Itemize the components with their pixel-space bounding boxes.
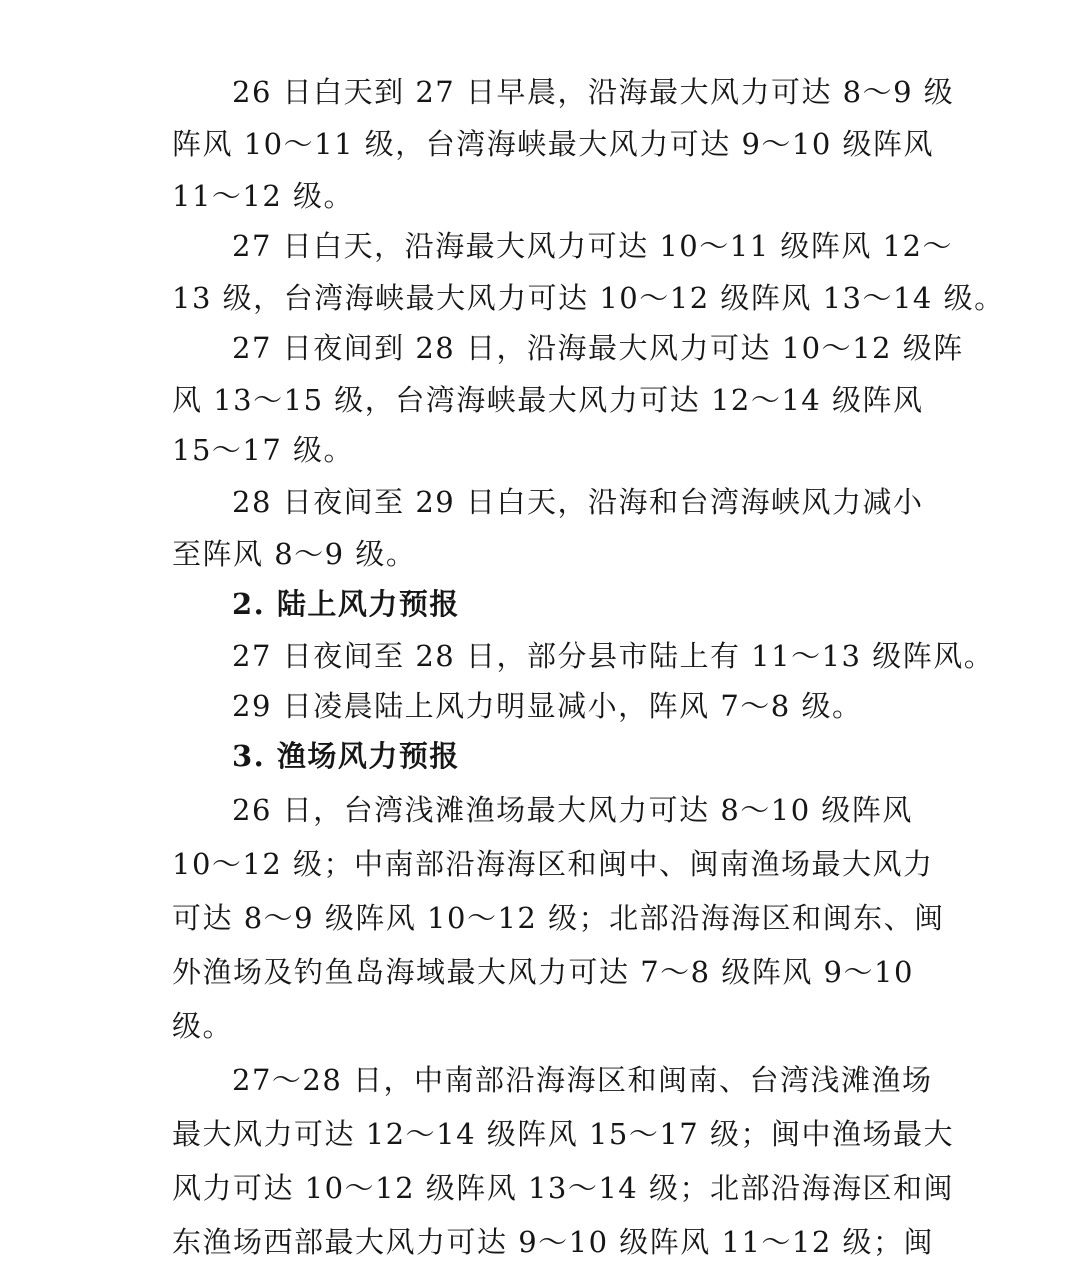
text-line: 11～12 级。 bbox=[172, 179, 355, 213]
section-heading-land-wind: 2. 陆上风力预报 bbox=[232, 587, 460, 621]
text-line: 风力可达 10～12 级阵风 13～14 级；北部沿海海区和闽 bbox=[172, 1171, 954, 1205]
text-line: 级。 bbox=[172, 1009, 234, 1043]
paragraph-land-wind-27-28: 27 日夜间至 28 日，部分县市陆上有 11～13 级阵风。 bbox=[232, 639, 995, 673]
text-line: 26 日，台湾浅滩渔场最大风力可达 8～10 级阵风 bbox=[232, 793, 913, 827]
paragraph-land-wind-29: 29 日凌晨陆上风力明显减小，阵风 7～8 级。 bbox=[232, 689, 863, 723]
text-line: 可达 8～9 级阵风 10～12 级；北部沿海海区和闽东、闽 bbox=[172, 901, 945, 935]
text-line: 东渔场西部最大风力可达 9～10 级阵风 11～12 级；闽 bbox=[172, 1225, 935, 1259]
text-line: 27 日夜间到 28 日，沿海最大风力可达 10～12 级阵 bbox=[232, 331, 964, 365]
text-line: 阵风 10～11 级，台湾海峡最大风力可达 9～10 级阵风 bbox=[172, 127, 935, 161]
text-line: 26 日白天到 27 日早晨，沿海最大风力可达 8～9 级 bbox=[232, 75, 955, 109]
text-line: 外渔场及钓鱼岛海域最大风力可达 7～8 级阵风 9～10 bbox=[172, 955, 914, 989]
text-line: 15～17 级。 bbox=[172, 433, 355, 467]
text-line: 13 级，台湾海峡最大风力可达 10～12 级阵风 13～14 级。 bbox=[172, 281, 1005, 315]
text-line: 最大风力可达 12～14 级阵风 15～17 级；闽中渔场最大 bbox=[172, 1117, 954, 1151]
text-line: 27 日白天，沿海最大风力可达 10～11 级阵风 12～ bbox=[232, 229, 953, 263]
text-line: 10～12 级；中南部沿海海区和闽中、闽南渔场最大风力 bbox=[172, 847, 934, 881]
text-line: 风 13～15 级，台湾海峡最大风力可达 12～14 级阵风 bbox=[172, 383, 924, 417]
text-line: 28 日夜间至 29 日白天，沿海和台湾海峡风力减小 bbox=[232, 485, 924, 519]
section-heading-fishery-wind: 3. 渔场风力预报 bbox=[232, 739, 460, 773]
text-line: 27～28 日，中南部沿海海区和闽南、台湾浅滩渔场 bbox=[232, 1063, 933, 1097]
text-line: 至阵风 8～9 级。 bbox=[172, 537, 417, 571]
